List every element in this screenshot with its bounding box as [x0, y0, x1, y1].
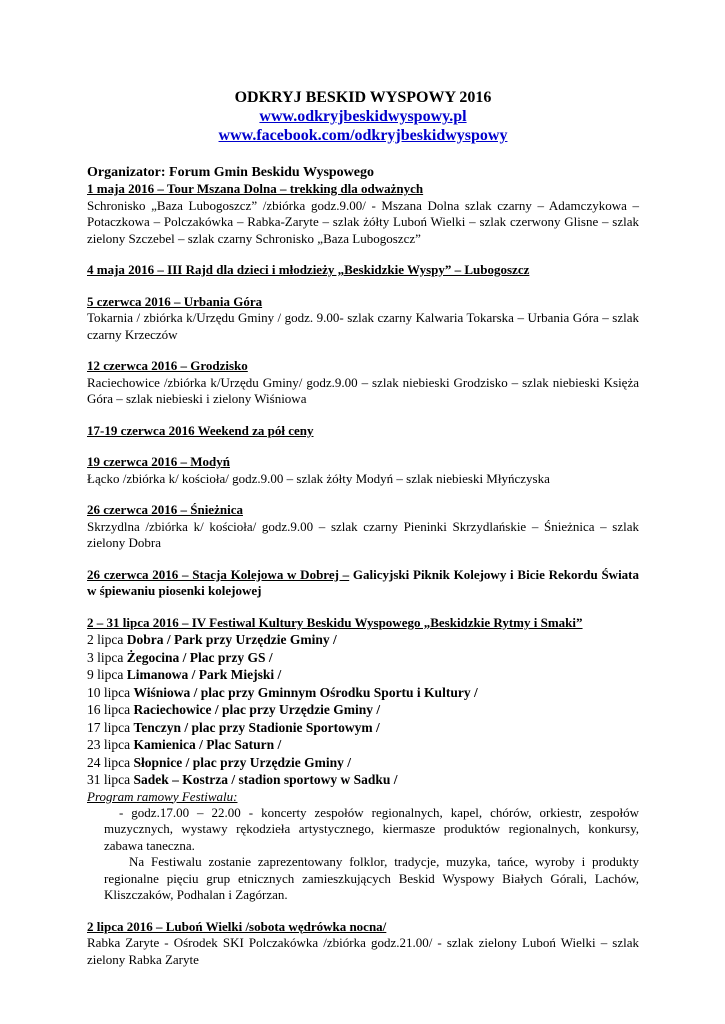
website-link[interactable]: www.odkryjbeskidwyspowy.pl — [259, 108, 467, 125]
program-description: - godz.17.00 – 22.00 - koncerty zespołów regionalnych, kapel, chórów, orkiestr, zespołów muzycznych, wystawy rękodzieła artystycznego, kiermasze produktów regionalnych, konkursy, zabawa taneczna. — [104, 804, 639, 853]
event-heading: 19 czerwca 2016 – Modyń — [87, 454, 230, 469]
event-7 — [87, 502, 639, 552]
event-heading: 12 czerwca 2016 – Grodzisko — [87, 358, 248, 373]
event-5 — [87, 423, 639, 440]
list-item: 17 lipca Tenczyn / plac przy Stadionie Sportowym / — [87, 719, 380, 735]
event-10 — [87, 919, 639, 969]
list-item: 16 lipca Raciechowice / plac przy Urzędzie Gminy / — [87, 702, 381, 717]
list-item: 2 lipca Dobra / Park przy Urzędzie Gminy / — [87, 632, 337, 647]
event-description: Rabka Zaryte - Ośrodek SKI Polczakówka /zbiórka godz.21.00/ - szlak zielony Luboń Wielki – szlak zielony Rabka Zaryte — [87, 935, 639, 967]
event-description: Tokarnia / zbiórka k/Urzędu Gminy / godz. 9.00- szlak czarny Kalwaria Tokarska – Urbania Góra – szlak czarny Krzeczów — [87, 310, 639, 342]
event-2 — [87, 262, 639, 279]
event-heading: 26 czerwca 2016 – Stacja Kolejowa w Dobrej – — [87, 566, 350, 582]
list-item: 31 lipca Sadek – Kostrza / stadion sportowy w Sadku / — [87, 772, 398, 787]
list-item: 23 lipca Kamienica / Plac Saturn / — [87, 737, 282, 752]
program-label: Program ramowy Festiwalu: — [87, 788, 238, 804]
festival-heading: 2 – 31 lipca 2016 – IV Festiwal Kultury Beskidu Wyspowego „Beskidzkie Rytmy i Smaki” — [87, 614, 583, 630]
event-description: Schronisko „Baza Lubogoszcz” /zbiórka godz.9.00/ - Mszana Dolna szlak czarny – Adamczykowa – Potaczkowa – Polczakówka – Rabka-Zaryte – szlak żółty Luboń Wielki – szlak czerwony Glisne – szlak zielony Szczebel – szlak czarny Schronisko „Baza Lubogoszcz” — [87, 197, 639, 246]
event-6 — [87, 454, 639, 487]
event-heading: 4 maja 2016 – III Rajd dla dzieci i młodzieży „Beskidzkie Wyspy” – Lubogoszcz — [87, 262, 530, 277]
list-item: 3 lipca Żegocina / Plac przy GS / — [87, 649, 273, 665]
event-description: Łącko /zbiórka k/ kościoła/ godz.9.00 – szlak żółty Modyń – szlak niebieski Młyńczyska — [87, 470, 550, 486]
list-item: 9 lipca Limanowa / Park Miejski / — [87, 667, 282, 682]
event-heading: 5 czerwca 2016 – Urbania Góra — [87, 293, 263, 309]
organizer-line: Organizator: Forum Gmin Beskidu Wyspowego — [87, 165, 375, 180]
document-page — [87, 88, 639, 968]
event-heading: 17-19 czerwca 2016 Weekend za pół ceny — [87, 422, 314, 438]
facebook-link[interactable]: www.facebook.com/odkryjbeskidwyspowy — [218, 127, 508, 144]
event-8 — [87, 567, 639, 600]
list-item: 24 lipca Słopnice / plac przy Urzędzie Gminy / — [87, 754, 351, 770]
event-heading: 26 czerwca 2016 – Śnieżnica — [87, 502, 243, 517]
festival-summary: Na Festiwalu zostanie zaprezentowany folklor, tradycje, muzyka, tańce, wyroby i produkty regionalne pięciu grup etnicznych zamieszkujących Beskid Wyspowy Białych Górali, Lachów, Kliszczaków, Podhalan i Zagórzan. — [104, 854, 639, 902]
festival-section — [87, 615, 639, 904]
event-description: Skrzydlna /zbiórka k/ kościoła/ godz.9.00 – szlak czarny Pieninki Skrzydlańskie – Śnieżnica – szlak zielony Dobra — [87, 518, 639, 550]
list-item: 10 lipca Wiśniowa / plac przy Gminnym Ośrodku Sportu i Kultury / — [87, 684, 478, 700]
event-heading: 1 maja 2016 – Tour Mszana Dolna – trekking dla odważnych — [87, 181, 424, 196]
event-description: Raciechowice /zbiórka k/Urzędu Gminy/ godz.9.00 – szlak niebieski Grodzisko – szlak niebieski Księża Góra – szlak niebieski i zielony Wiśniowa — [87, 374, 639, 406]
event-heading: 2 lipca 2016 – Luboń Wielki /sobota wędrówka nocna/ — [87, 918, 387, 934]
event-4 — [87, 358, 639, 408]
festival-dates-list — [87, 631, 639, 789]
document-title: ODKRYJ BESKID WYSPOWY 2016 — [234, 89, 492, 106]
event-1 — [87, 181, 639, 247]
event-3 — [87, 294, 639, 344]
event-heading-rest: Galicyjski Piknik Kolejowy i Bicie Rekordu Świata w śpiewaniu piosenki kolejowej — [87, 566, 640, 598]
